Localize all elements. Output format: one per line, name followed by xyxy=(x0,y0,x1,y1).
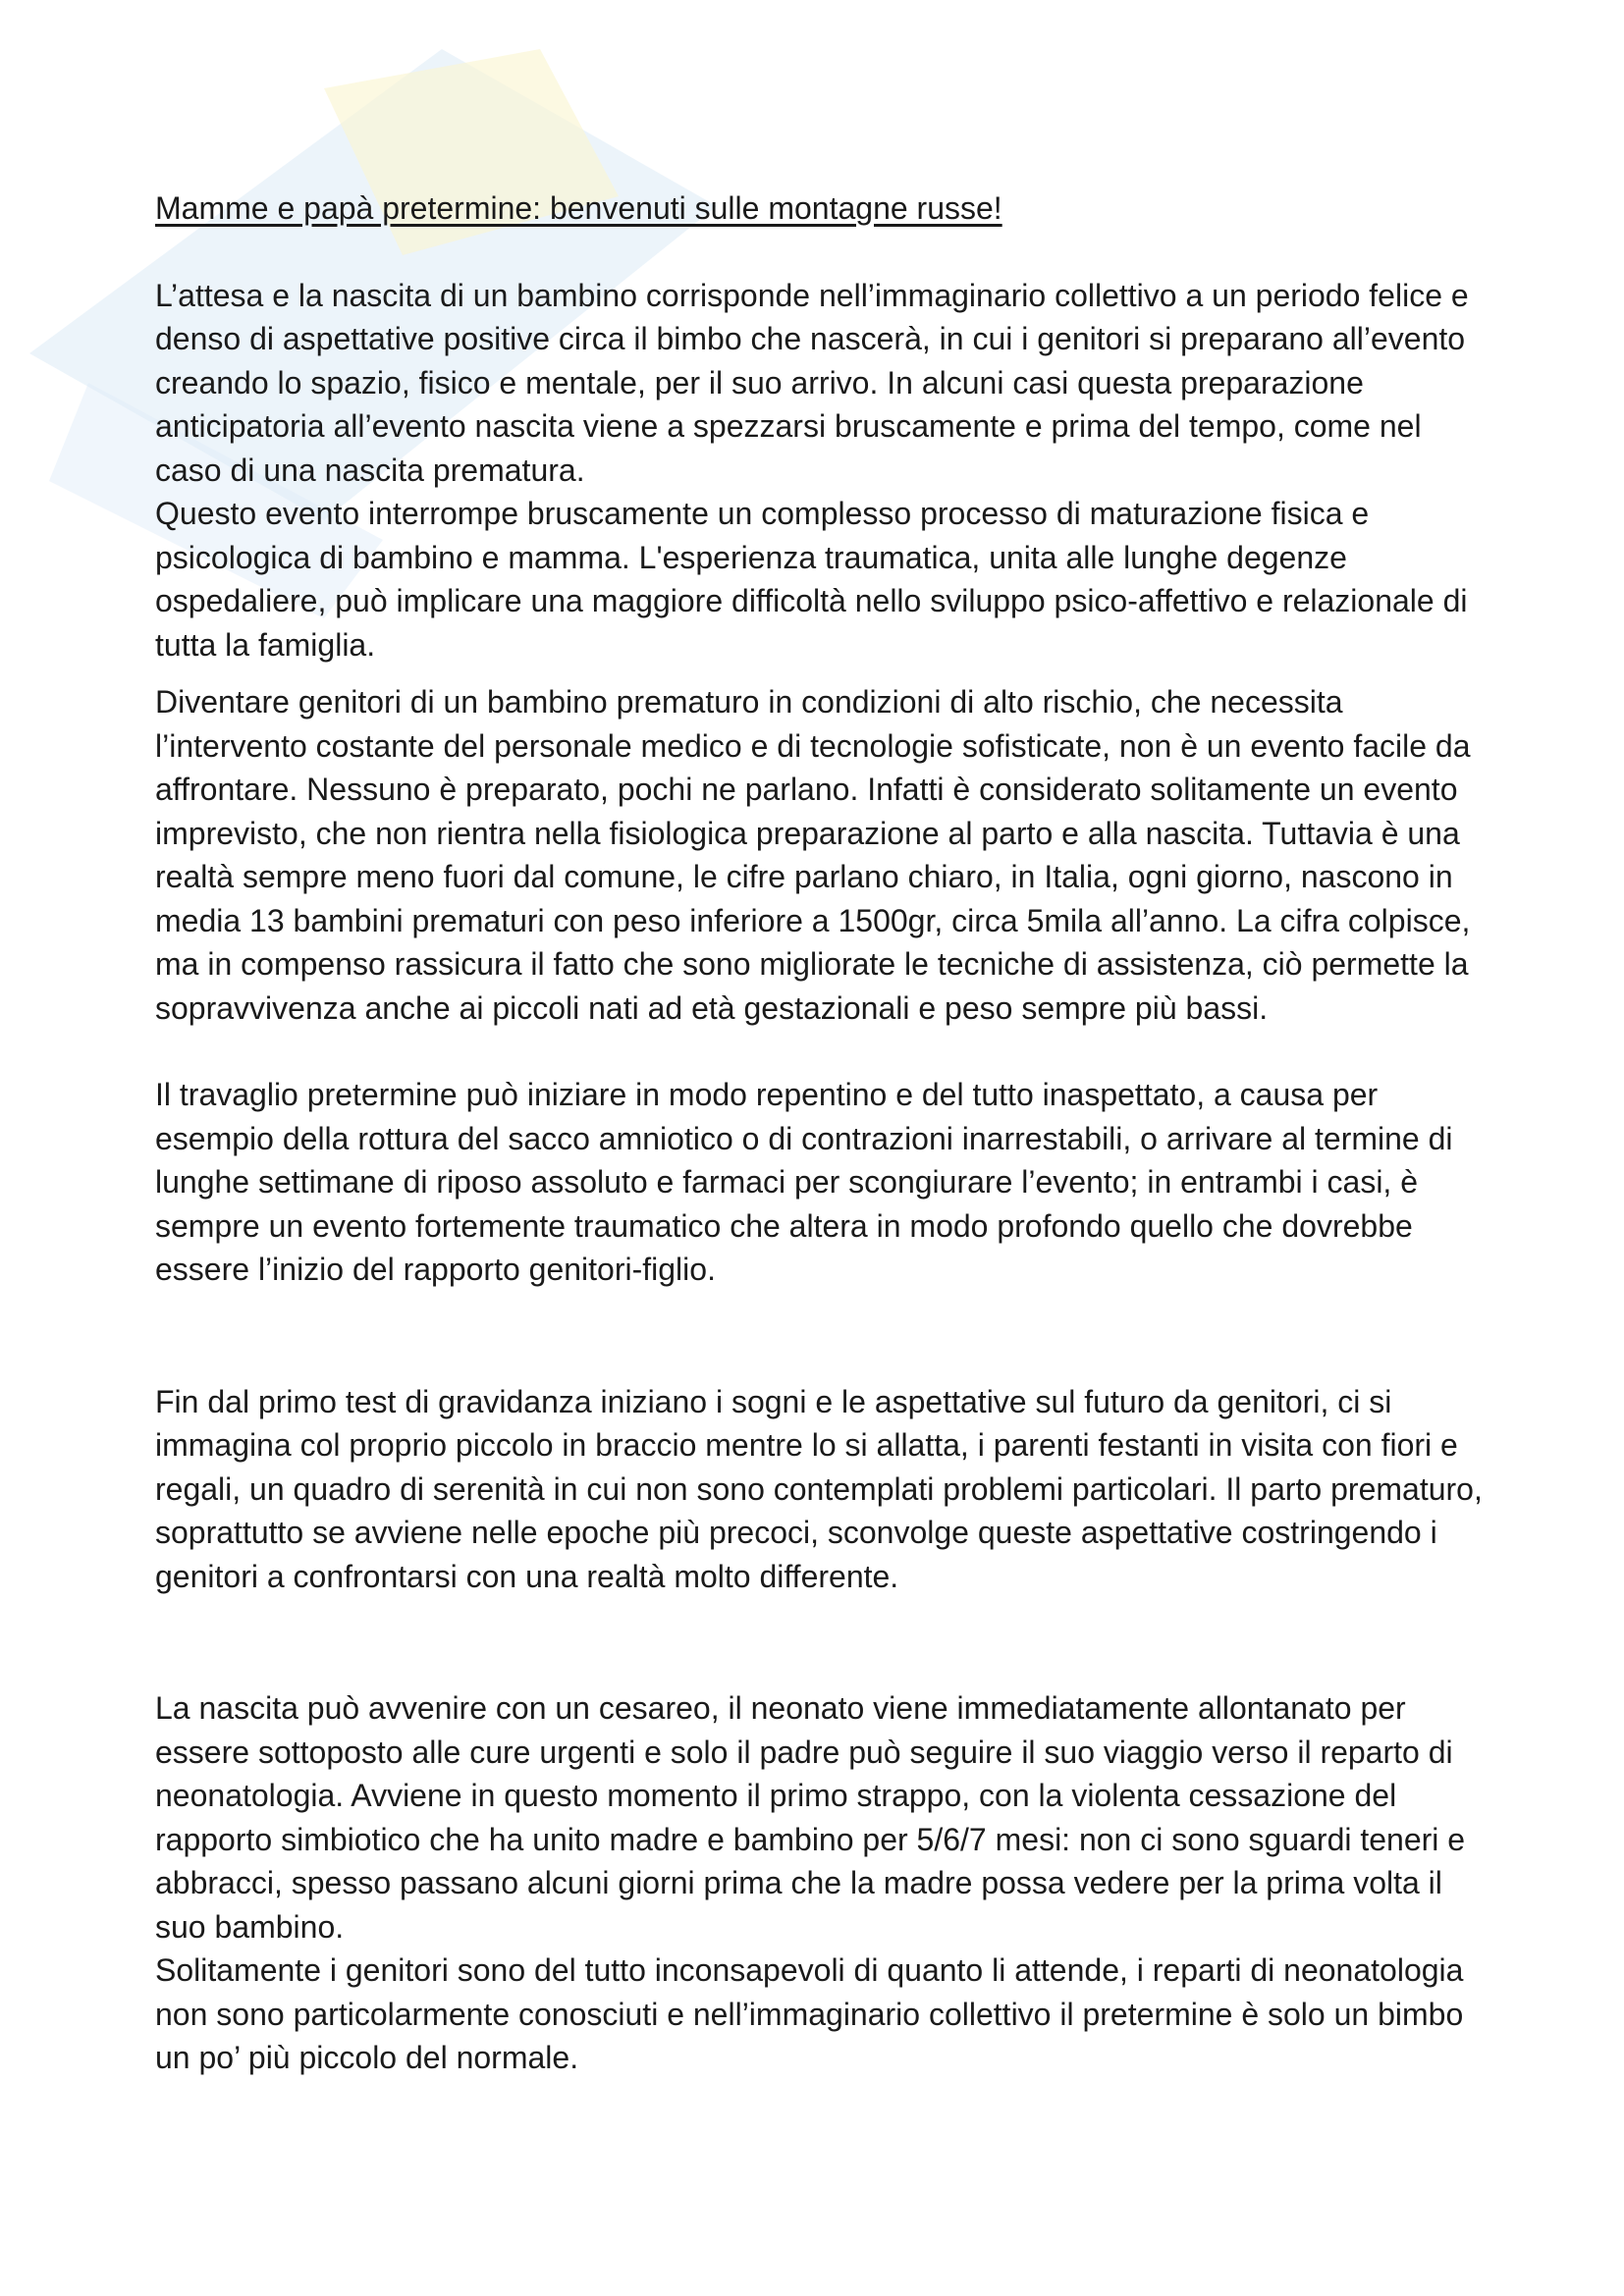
paragraph-4: Il travaglio pretermine può iniziare in modo repentino e del tutto inaspettato, a causa per esempio della rottura del sacco amniotico o di contrazioni inarrestabili, o arrivare al termine di lunghe settimane di riposo assoluto e farmaci per scongiurare l’evento; in entrambi i casi, è sempre un evento fortemente traumatico che altera in modo profondo quello che dovrebbe essere l’inizio del rapporto genitori-figlio. xyxy=(155,1077,1453,1287)
document-page xyxy=(155,187,1490,2080)
paragraph-7: Solitamente i genitori sono del tutto inconsapevoli di quanto li attende, i reparti di neonatologia non sono particolarmente conosciuti e nell’immaginario collettivo il pretermine è solo un bimbo un po’ più piccolo del normale. xyxy=(155,1952,1464,2075)
paragraph-2: Questo evento interrompe bruscamente un complesso processo di maturazione fisica e psicologica di bambino e mamma. L'esperienza traumatica, unita alle lunghe degenze ospedaliere, può implicare una maggiore difficoltà nello sviluppo psico-affettivo e relazionale di tutta la famiglia. xyxy=(155,496,1468,663)
paragraph-1: L’attesa e la nascita di un bambino corrisponde nell’immaginario collettivo a un periodo felice e denso di aspettative positive circa il bimbo che nascerà, in cui i genitori si preparano all’evento creando lo spazio, fisico e mentale, per il suo arrivo. In alcuni casi questa preparazione anticipatoria all’evento nascita viene a spezzarsi bruscamente e prima del tempo, come nel caso di una nascita prematura. xyxy=(155,277,1469,488)
document-title: Mamme e papà pretermine: benvenuti sulle montagne russe! xyxy=(155,190,1002,226)
paragraph-3: Diventare genitori di un bambino prematuro in condizioni di alto rischio, che necessita l’intervento costante del personale medico e di tecnologie sofisticate, non è un evento facile da affrontare. Nessuno è preparato, pochi ne parlano. Infatti è considerato solitamente un evento imprevisto, che non rientra nella fisiologica preparazione al parto e alla nascita. Tuttavia è una realtà sempre meno fuori dal comune, le cifre parlano chiaro, in Italia, ogni giorno, nascono in media 13 bambini prematuri con peso inferiore a 1500gr, circa 5mila all’anno. La cifra colpisce, ma in compenso rassicura il fatto che sono migliorate le tecniche di assistenza, ciò permette la sopravvivenza anche ai piccoli nati ad età gestazionali e peso sempre più bassi. xyxy=(155,684,1471,1026)
paragraph-5: Fin dal primo test di gravidanza iniziano i sogni e le aspettative sul futuro da genitori, ci si immagina col proprio piccolo in braccio mentre lo si allatta, i parenti festanti in visita con fiori e regali, un quadro di serenità in cui non sono contemplati problemi particolari. Il parto prematuro, soprattutto se avviene nelle epoche più precoci, sconvolge queste aspettative costringendo i genitori a confrontarsi con una realtà molto differente. xyxy=(155,1383,1483,1594)
paragraph-6: La nascita può avvenire con un cesareo, il neonato viene immediatamente allontanato per essere sottoposto alle cure urgenti e solo il padre può seguire il suo viaggio verso il reparto di neonatologia. Avviene in questo momento il primo strappo, con la violenta cessazione del rapporto simbiotico che ha unito madre e bambino per 5/6/7 mesi: non ci sono sguardi teneri e abbracci, spesso passano alcuni giorni prima che la madre possa vedere per la prima volta il suo bambino. xyxy=(155,1690,1466,1945)
